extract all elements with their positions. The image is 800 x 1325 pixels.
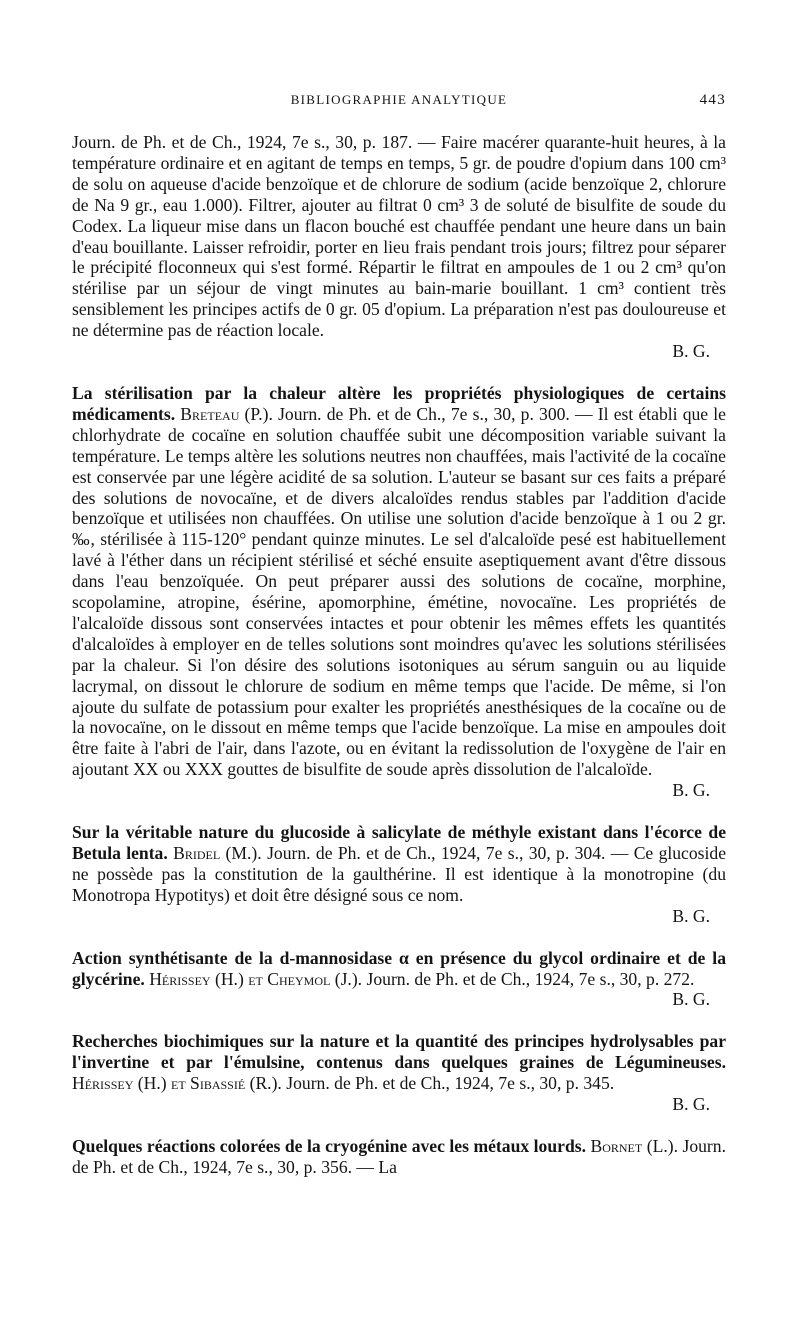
entry-author: Bornet (L.). <box>590 1135 678 1156</box>
entry-legumineuses <box>72 1031 726 1115</box>
entry-author: Hérissey (H.) et Cheymol (J.). <box>149 968 363 989</box>
entry-citation: Journ. de Ph. et de Ch., 1924, 7e s., 30, p. 345. <box>286 1073 615 1094</box>
entry-signature: B. G. <box>672 989 710 1010</box>
entry-cryogenine <box>72 1136 726 1178</box>
entry-body: — La <box>356 1156 397 1177</box>
entry-signature: B. G. <box>672 905 710 926</box>
entry-body: Journ. de Ph. et de Ch., 1924, 7e s., 30, p. 187. — Faire macérer quarante-huit heures, à la température ordinaire et en agitant de temps en temps, 5 gr. de poudre d'opium dans 100 cm³ de solu on aqueuse d'acide benzoïque et de chlorure de sodium (acide benzoïque 2, chlorure de Na 9 gr., eau 1.000). Filtrer, ajouter au filtrat 0 cm³ 3 de soluté de bisulfite de soude du Codex. La liqueur mise dans un flacon bouché est chauffée pendant une heure dans un bain d'eau bouillante. Laisser refroidir, porter en lieu frais pendant trois jours; filtrez pour séparer le précipité floconneux qui s'est formé. Répartir le filtrat en ampoules de 1 ou 2 cm³ qu'on stérilise par un séjour de vingt minutes au bain-marie bouillant. 1 cm³ contient très sensiblement les principes actifs de 0 gr. 05 d'opium. La préparation n'est pas douloureuse et ne détermine pas de réaction locale. <box>72 132 726 341</box>
running-title: BIBLIOGRAPHIE ANALYTIQUE <box>290 92 508 107</box>
entry-sterilisation <box>72 383 726 801</box>
entry-title: Action synthétisante de la d-mannosidase α en présence du glycol ordinaire et de la glycérine. <box>72 947 726 989</box>
entry-glucoside-betula <box>72 822 726 927</box>
entry-citation: Journ. de Ph. et de Ch., 1924, 7e s., 30, p. 272. <box>366 968 695 989</box>
entry-signature: B. G. <box>672 1094 710 1115</box>
entry-paragraph <box>72 383 726 801</box>
entry-citation: Journ. de Ph. et de Ch., 1924, 7e s., 30, p. 356. <box>72 1135 726 1177</box>
entry-body: — Il est établi que le chlorhydrate de cocaïne en solution chauffée subit une décomposition variable suivant la température. Le temps altère les solutions neutres non chauffées, mais l'activité de la cocaïne est conservée par une légère acidité de sa solution. L'auteur se basant sur ces faits a préparé des solutions de novocaïne, et de divers alcaloïdes rendus stables par l'addition d'acide benzoïque et utilisées non chauffées. On utilise une solution d'acide benzoïque à 1 ou 2 gr. ‰, stérilisée à 115-120° pendant quinze minutes. Le sel d'alcaloïde pesé est habituellement lavé à l'éther dans un récipient stérilisé et séché ensuite aseptiquement avant d'être dissous dans l'eau benzoïquée. On peut préparer aussi des solutions de cocaïne, morphine, scopolamine, atropine, ésérine, apomorphine, émétine, novocaïne. Les propriétés de l'alcaloïde dissous sont conservées intactes et pour obtenir les mêmes effets les quantités d'alcaloïdes à employer en de telles solutions sont moindres qu'avec les solutions stérilisées par la chaleur. Si l'on désire des solutions isotoniques au sérum sanguin ou au liquide lacrymal, on dissout le chlorure de sodium en même temps que l'acide. De même, si l'on ajoute du sulfate de potassium pour exalter les propriétés anesthésiques de la cocaïne ou de la novocaïne, on le dissout en même temps que l'acide benzoïque. La mise en ampoules doit être faite à l'abri de l'air, dans l'azote, ou en évitant la redissolution de l'oxygène de l'air en ajoutant XX ou XXX gouttes de bisulfite de soude après dissolution de l'alcaloïde. <box>72 403 726 780</box>
entry-paragraph <box>72 948 726 1011</box>
entry-mannosidase <box>72 948 726 1011</box>
entry-paragraph <box>72 132 726 362</box>
entry-paragraph <box>72 822 726 927</box>
entry-opium-preparation <box>72 132 726 362</box>
running-header <box>72 92 726 114</box>
entry-paragraph <box>72 1031 726 1115</box>
entry-author: Breteau (P.). <box>180 403 273 424</box>
entry-citation: Journ. de Ph. et de Ch., 1924, 7e s., 30, p. 304. <box>267 843 606 863</box>
page-number: 443 <box>699 92 726 108</box>
entry-signature: B. G. <box>672 341 710 362</box>
entry-title: Sur la véritable nature du glucoside à salicylate de méthyle existant dans l'écorce de Betula lenta. <box>72 822 726 863</box>
entry-author: Hérissey (H.) et Sibassié (R.). <box>72 1073 282 1094</box>
entry-author: Bridel (M.). <box>173 843 262 863</box>
entry-title: La stérilisation par la chaleur altère les propriétés physiologiques de certains médicaments. <box>72 382 726 424</box>
entry-body: — Ce glucoside ne possède pas la constitution de la gaulthérine. Il est identique à la monotropine (du Monotropa Hypotitys) et doit être désigné sous ce nom. <box>72 843 727 905</box>
entry-signature: B. G. <box>672 780 710 801</box>
entry-title: Recherches biochimiques sur la nature et la quantité des principes hydrolysables par l'invertine et par l'émulsine, contenus dans quelques graines de Légumineuses. <box>72 1031 726 1073</box>
entry-citation: Journ. de Ph. et de Ch., 7e s., 30, p. 300. <box>278 403 570 424</box>
entry-title: Quelques réactions colorées de la cryogénine avec les métaux lourds. <box>72 1135 586 1156</box>
entry-paragraph <box>72 1136 726 1178</box>
